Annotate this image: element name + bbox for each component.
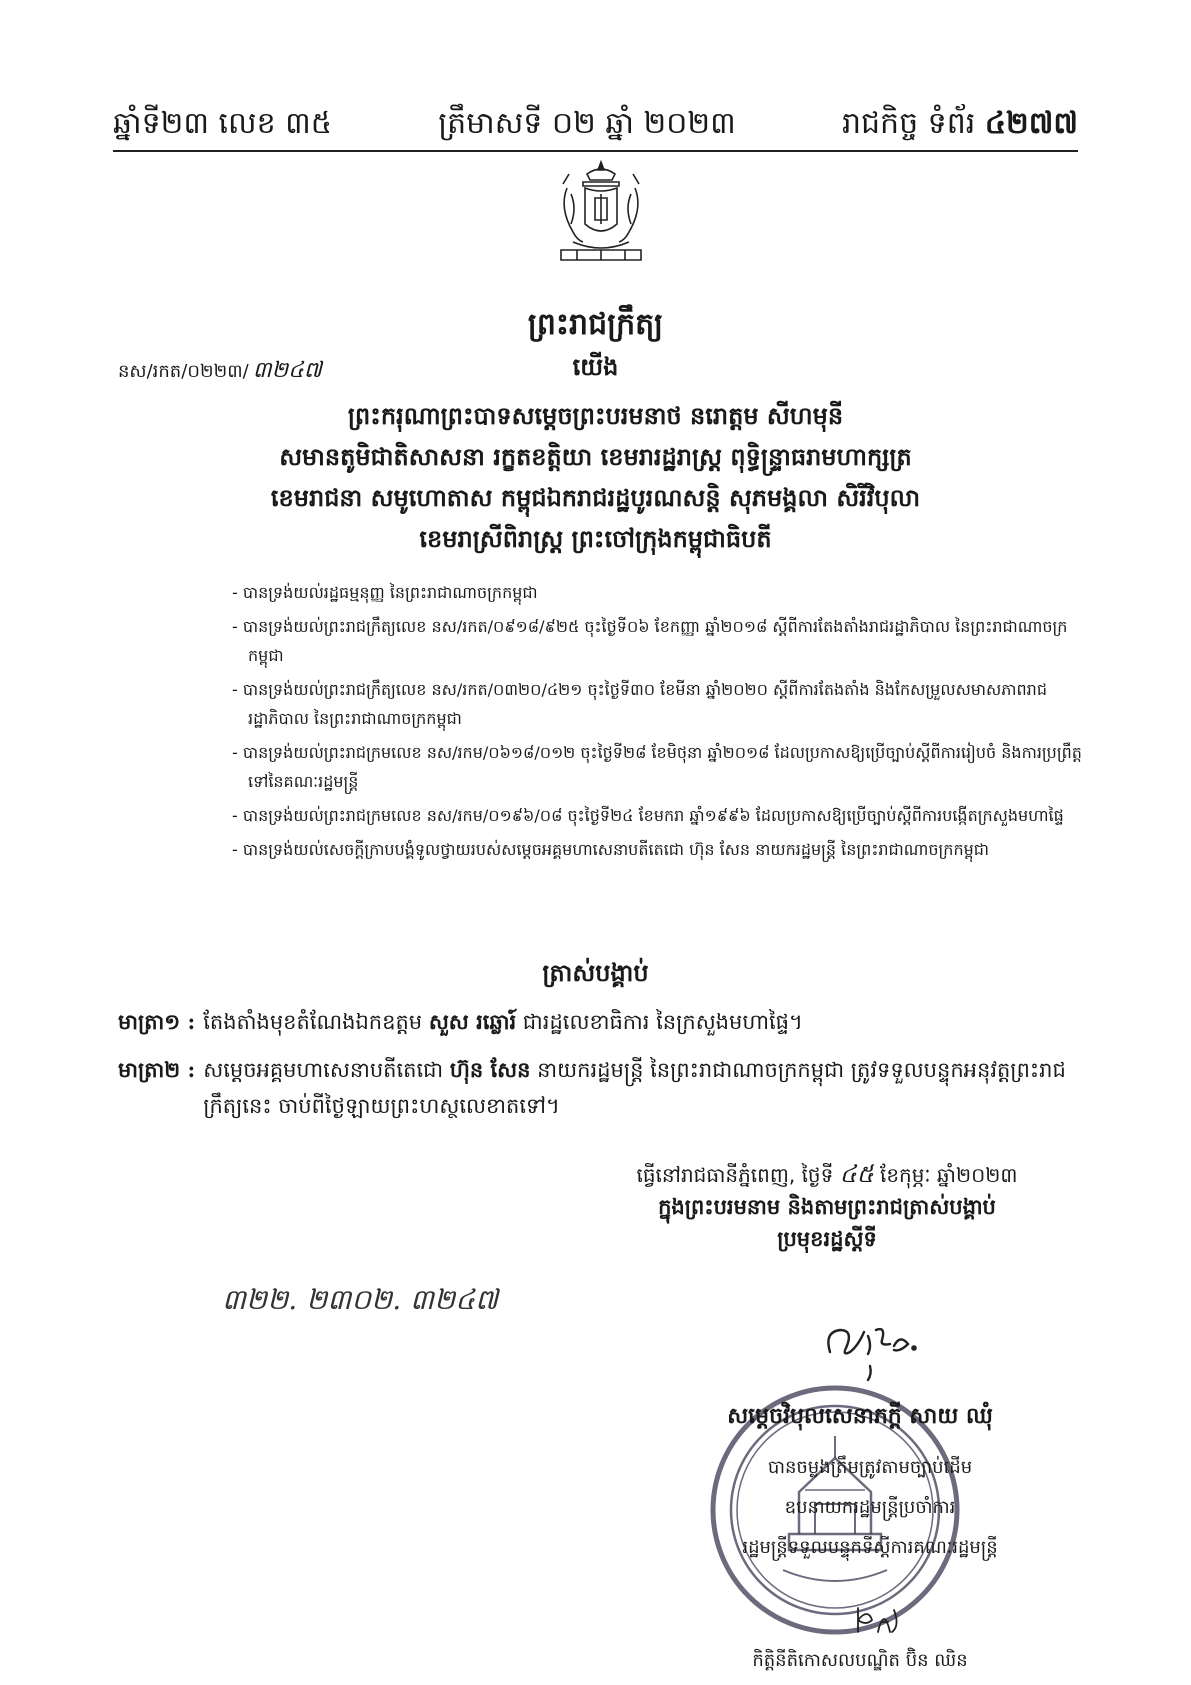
decree-title: ព្រះរាជក្រឹត្យ bbox=[527, 307, 664, 342]
header-date: ត្រឹមាសទី ០២ ឆ្នាំ ២០២៣ bbox=[438, 106, 736, 141]
visa-item: - បានទ្រង់យល់ព្រះរាជក្រឹត្យលេខ នស/រកត/០៩១៨/៩២៥ ចុះថ្ងៃទី០៦ ខែកញ្ញា ឆ្នាំ២០១៨ ស្តីពីការតែងតាំងរាជរដ្ឋាភិបាល នៃព្រះរាជាណាចក្រកម្ពុជា bbox=[232, 617, 1068, 665]
certifier-name: កិត្តិនីតិកោសលបណ្ឌិត ប៊ិន ឈិន bbox=[752, 1650, 968, 1671]
reference-handwritten: ៣២៤៧ bbox=[252, 358, 322, 383]
royal-coat-of-arms-icon bbox=[553, 158, 649, 270]
prime-minister-name: ហ៊ុន សែន bbox=[449, 1057, 531, 1082]
date-place: ធ្វើនៅរាជធានីភ្នំពេញ, ថ្ងៃទី bbox=[636, 1163, 834, 1187]
certification-block bbox=[680, 1448, 1060, 1568]
visa-item: - បានទ្រង់យល់ព្រះរាជក្រមលេខ នស/រកម/០៦១៨/០១២ ចុះថ្ងៃទី២៨ ខែមិថុនា ឆ្នាំ២០១៨ ដែលប្រកាសឱ្យប្រើច្បាប់ស្តីពីការរៀបចំ និងការប្រព្រឹត្តទៅនៃគណៈរដ្ឋមន្ត្រី bbox=[232, 743, 1082, 791]
king-title-line: ខេមរាជនា សមូហោតាស កម្ពុជឯករាជរដ្ឋបូរណសន្តិ សុភមង្គលា សិរីវិបុលា bbox=[270, 483, 921, 512]
king-title-line: ខេមរាស្រីពិរាស្ត្រ ព្រះចៅក្រុងកម្ពុជាធិបតី bbox=[419, 524, 772, 553]
registration-handwritten: ៣២២. ២៣០២. ៣២៤៧ bbox=[222, 1283, 498, 1316]
initials-signature-icon bbox=[848, 1600, 908, 1640]
header-page-label: រាជកិច្ច ទំព័រ bbox=[841, 106, 976, 141]
gazette-header bbox=[113, 92, 1078, 148]
header-page bbox=[842, 104, 1078, 148]
article-body bbox=[203, 1052, 1078, 1124]
certification-line: ឧបនាយករដ្ឋមន្ត្រីប្រចាំការ bbox=[784, 1497, 956, 1518]
date-day-handwritten: ៤៥ bbox=[839, 1160, 874, 1188]
certification-line: រដ្ឋមន្ត្រីទទួលបន្ទុកទីស្តីការគណៈរដ្ឋមន្ត្រី bbox=[742, 1537, 998, 1558]
visa-item: - បានទ្រង់យល់រដ្ឋធម្មនុញ្ញ នៃព្រះរាជាណាចក្រកម្ពុជា bbox=[232, 583, 538, 602]
article-body bbox=[203, 1004, 1078, 1040]
visa-item: - បានទ្រង់យល់ព្រះរាជក្រមលេខ នស/រកម/០១៩៦/០៨ ចុះថ្ងៃទី២៤ ខែមករា ឆ្នាំ១៩៩៦ ដែលប្រកាសឱ្យប្រើច្បាប់ស្តីពីការបង្កើតក្រសួងមហាផ្ទៃ bbox=[232, 806, 1064, 825]
article-list bbox=[118, 1004, 1078, 1136]
article-1 bbox=[118, 1004, 1078, 1040]
article-text: តែងតាំងមុខតំណែងឯកឧត្តម bbox=[203, 1010, 423, 1034]
article-number: មាត្រា១ : bbox=[118, 1009, 196, 1034]
appointee-name: សួស រឆ្លោរ៍ bbox=[428, 1009, 517, 1034]
header-year-issue: ឆ្នាំទី២៣ លេខ ៣៥ bbox=[113, 106, 333, 141]
signer-name: សម្តេចវិបុលសេនាភក្តី សាយ ឈុំ bbox=[727, 1403, 993, 1429]
signature-icon bbox=[810, 1300, 950, 1390]
certification-line: បានចម្លងត្រឹមត្រូវតាមច្បាប់ដើម bbox=[767, 1457, 973, 1478]
article-text: នាយករដ្ឋមន្ត្រី នៃព្រះរាជាណាចក្រកម្ពុជា ត្រូវទទួលបន្ទុកអនុវត្តព្រះរាជក្រឹត្យនេះ ចាប់ពីថ្ងៃឡាយព្រះហស្ថលេខាតទៅ។ bbox=[203, 1058, 1066, 1118]
article-number: មាត្រា២ : bbox=[118, 1057, 196, 1082]
king-titles bbox=[0, 395, 1191, 559]
header-page-number: ៤២៧៧ bbox=[984, 106, 1078, 141]
visa-list bbox=[232, 578, 1092, 869]
reference-printed: នស/រកត/០២២៣/ bbox=[118, 361, 249, 382]
we-heading: យើង bbox=[572, 352, 619, 381]
date-block bbox=[587, 1158, 1067, 1255]
article-text: សម្តេចអគ្គមហាសេនាបតីតេជោ bbox=[203, 1058, 444, 1082]
acting-head-line: ប្រមុខរដ្ឋស្តីទី bbox=[777, 1226, 877, 1251]
king-title-line: ព្រះករុណាព្រះបាទសម្តេចព្រះបរមនាថ នរោត្តម សីហមុនី bbox=[347, 401, 844, 430]
date-line bbox=[587, 1158, 1067, 1191]
visa-item: - បានទ្រង់យល់សេចក្តីក្រាបបង្គំទូលថ្វាយរបស់សម្តេចអគ្គមហាសេនាបតីតេជោ ហ៊ុន សែន នាយករដ្ឋមន្ត្រី នៃព្រះរាជាណាចក្រកម្ពុជា bbox=[232, 840, 989, 859]
article-text: ជារដ្ឋលេខាធិការ នៃក្រសួងមហាផ្ទៃ។ bbox=[522, 1010, 803, 1034]
date-month-year: ខែកុម្ភៈ ឆ្នាំ២០២៣ bbox=[880, 1163, 1018, 1187]
king-title-line: សមានតូមិជាតិសាសនា រក្ខតខត្តិយា ខេមរារដ្ឋរាស្ត្រ ពុទ្ធិន្ទ្រាធរាមហាក្សត្រ bbox=[279, 442, 912, 471]
visa-item: - បានទ្រង់យល់ព្រះរាជក្រឹត្យលេខ នស/រកត/០៣២០/៤២១ ចុះថ្ងៃទី៣០ ខែមីនា ឆ្នាំ២០២០ ស្តីពីការតែងតាំង និងកែសម្រួលសមាសភាពរាជរដ្ឋាភិបាល នៃព្រះរាជាណាចក្រកម្ពុជា bbox=[232, 680, 1047, 728]
order-heading: ត្រាស់បង្គាប់ bbox=[542, 958, 649, 987]
header-divider bbox=[113, 150, 1078, 152]
authority-line: ក្នុងព្រះបរមនាម និងតាមព្រះរាជត្រាស់បង្គាប់ bbox=[658, 1194, 996, 1219]
article-2 bbox=[118, 1052, 1078, 1124]
